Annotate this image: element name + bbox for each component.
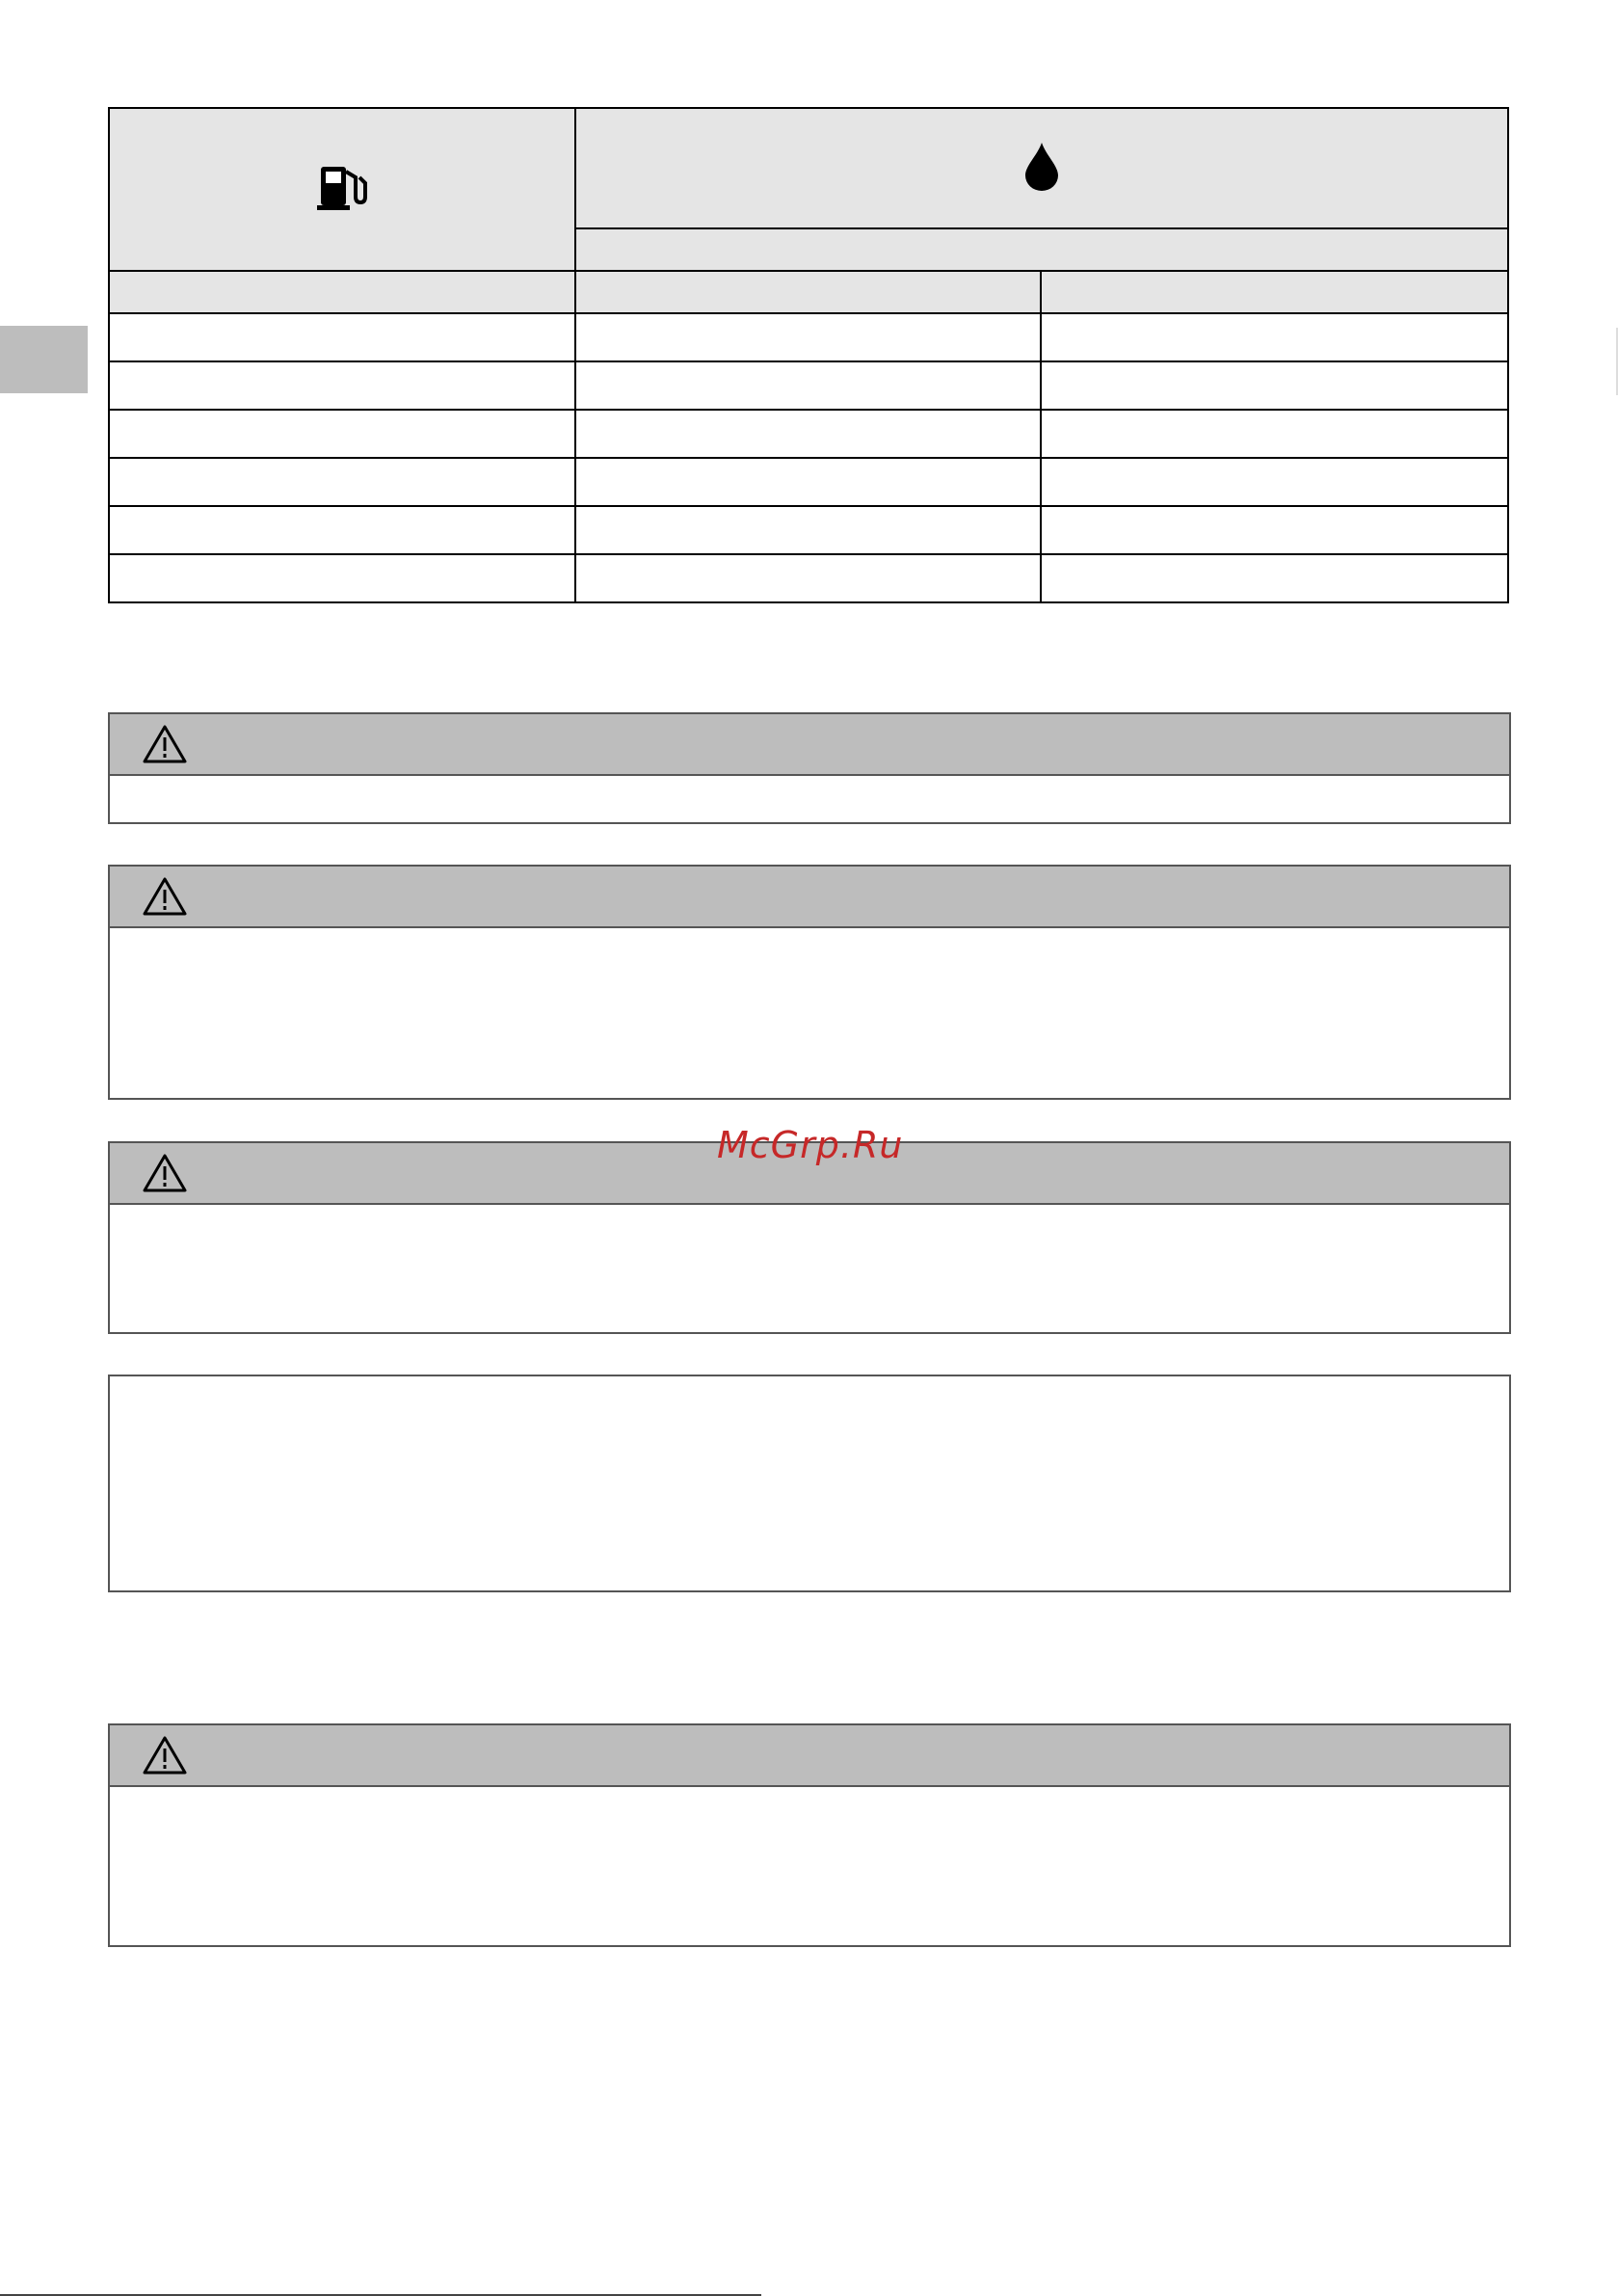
fuel-oil-mix-table bbox=[108, 107, 1509, 603]
table-cell bbox=[109, 506, 575, 554]
warning-box bbox=[108, 712, 1511, 824]
warning-triangle-icon bbox=[142, 876, 188, 921]
warning-triangle-icon bbox=[142, 1735, 188, 1779]
table-cell bbox=[109, 458, 575, 506]
warning-box bbox=[108, 865, 1511, 1100]
note-box bbox=[108, 1375, 1511, 1592]
table-cell bbox=[109, 361, 575, 410]
table-cell bbox=[1041, 410, 1508, 458]
warning-header bbox=[110, 867, 1509, 928]
warning-body bbox=[110, 1787, 1509, 1945]
table-cell bbox=[109, 313, 575, 361]
oil-drop-icon bbox=[1025, 143, 1058, 195]
table-cell bbox=[575, 506, 1042, 554]
oil-header-cell bbox=[575, 108, 1508, 228]
column-header bbox=[575, 271, 1042, 313]
table-cell bbox=[1041, 506, 1508, 554]
table-cell bbox=[575, 313, 1042, 361]
warning-body bbox=[110, 776, 1509, 822]
warning-box bbox=[108, 1141, 1511, 1334]
table-cell bbox=[1041, 458, 1508, 506]
table-cell bbox=[109, 554, 575, 602]
fuel-pump-icon bbox=[317, 164, 367, 216]
oil-subheader-cell bbox=[575, 228, 1508, 271]
warning-box bbox=[108, 1723, 1511, 1947]
table-cell bbox=[575, 361, 1042, 410]
table-cell bbox=[1041, 554, 1508, 602]
warning-header bbox=[110, 714, 1509, 776]
column-header bbox=[1041, 271, 1508, 313]
column-header bbox=[109, 271, 575, 313]
table-cell bbox=[575, 458, 1042, 506]
section-tab bbox=[0, 326, 88, 393]
table-cell bbox=[575, 410, 1042, 458]
fuel-header-cell bbox=[109, 108, 575, 271]
watermark: McGrp.Ru bbox=[717, 1124, 904, 1166]
table-cell bbox=[575, 554, 1042, 602]
warning-triangle-icon bbox=[142, 1153, 188, 1197]
table-cell bbox=[1041, 313, 1508, 361]
warning-header bbox=[110, 1725, 1509, 1787]
warning-body bbox=[110, 928, 1509, 1098]
table-cell bbox=[109, 410, 575, 458]
table-cell bbox=[1041, 361, 1508, 410]
warning-triangle-icon bbox=[142, 724, 188, 768]
warning-body bbox=[110, 1205, 1509, 1332]
